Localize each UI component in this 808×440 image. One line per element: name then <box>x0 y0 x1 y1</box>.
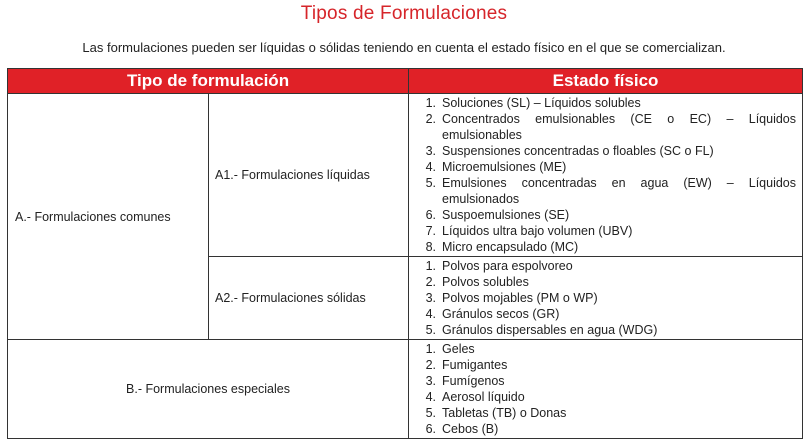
list-item <box>409 159 796 175</box>
list-item-text: Aerosol líquido <box>442 390 525 404</box>
list-item-text: Gránulos secos (GR) <box>442 307 560 321</box>
special-list-cell <box>409 340 803 439</box>
list-item-text: Fumigantes <box>442 358 508 372</box>
solid-list-cell <box>409 257 803 340</box>
table-row <box>8 94 803 257</box>
list-item-number: 6. <box>425 422 437 436</box>
list-item-number: 1. <box>425 259 437 273</box>
list-item-text: Fumígenos <box>442 374 505 388</box>
list-item-text: Emulsiones concentradas en agua (EW) – Líquidos emulsionados <box>442 176 797 206</box>
list-item-number: 2. <box>425 358 437 372</box>
list-item <box>409 389 796 405</box>
list-item <box>409 405 796 421</box>
liquid-subgroup-label: A1.- Formulaciones líquidas <box>209 94 409 257</box>
list-item <box>409 322 796 338</box>
solid-list <box>409 258 796 338</box>
list-item <box>409 290 796 306</box>
list-item-number: 3. <box>425 144 437 158</box>
list-item <box>409 95 796 111</box>
list-item-text: Microemulsiones (ME) <box>442 160 567 174</box>
list-item-number: 3. <box>425 291 437 305</box>
list-item <box>409 258 796 274</box>
intro-text: Las formulaciones pueden ser líquidas o sólidas teniendo en cuenta el estado físico en el que se comercializan. <box>82 40 726 55</box>
list-item <box>409 111 796 143</box>
list-item-text: Micro encapsulado (MC) <box>442 240 579 254</box>
list-item-number: 2. <box>425 275 437 289</box>
list-item-text: Suspoemulsiones (SE) <box>442 208 570 222</box>
list-item <box>409 306 796 322</box>
list-item-number: 5. <box>425 176 437 190</box>
list-item <box>409 143 796 159</box>
list-item-text: Gránulos dispersables en agua (WDG) <box>442 323 658 337</box>
special-list <box>409 341 796 437</box>
header-estado-fisico: Estado físico <box>409 69 803 94</box>
list-item-number: 2. <box>425 112 437 126</box>
liquid-list <box>409 95 796 255</box>
group-a-label: A.- Formulaciones comunes <box>8 94 209 340</box>
list-item-text: Geles <box>442 342 475 356</box>
list-item-number: 3. <box>425 374 437 388</box>
list-item-number: 8. <box>425 240 437 254</box>
list-item <box>409 207 796 223</box>
list-item-text: Concentrados emulsionables (CE o EC) – Líquidos emulsionables <box>442 112 797 142</box>
page-title: Tipos de Formulaciones <box>300 3 508 24</box>
table-row <box>8 340 803 439</box>
list-item <box>409 175 796 207</box>
group-b-label: B.- Formulaciones especiales <box>8 340 409 439</box>
list-item-text: Cebos (B) <box>442 422 499 436</box>
list-item-text: Líquidos ultra bajo volumen (UBV) <box>442 224 633 238</box>
list-item-text: Suspensiones concentradas o floables (SC o FL) <box>442 144 714 158</box>
list-item-text: Polvos mojables (PM o WP) <box>442 291 598 305</box>
list-item <box>409 239 796 255</box>
list-item <box>409 357 796 373</box>
list-item-number: 4. <box>425 307 437 321</box>
list-item-number: 5. <box>425 323 437 337</box>
formulations-table <box>7 68 803 439</box>
solid-subgroup-label: A2.- Formulaciones sólidas <box>209 257 409 340</box>
table-header-row <box>8 69 803 94</box>
list-item-number: 7. <box>425 224 437 238</box>
list-item-text: Polvos para espolvoreo <box>442 259 573 273</box>
list-item-text: Soluciones (SL) – Líquidos solubles <box>442 96 641 110</box>
list-item-number: 1. <box>425 342 437 356</box>
list-item <box>409 341 796 357</box>
list-item-number: 6. <box>425 208 437 222</box>
liquid-list-cell <box>409 94 803 257</box>
list-item-text: Polvos solubles <box>442 275 529 289</box>
list-item <box>409 223 796 239</box>
list-item-number: 4. <box>425 390 437 404</box>
list-item <box>409 421 796 437</box>
header-tipo-formulacion: Tipo de formulación <box>8 69 409 94</box>
list-item-number: 4. <box>425 160 437 174</box>
list-item <box>409 274 796 290</box>
list-item <box>409 373 796 389</box>
list-item-number: 1. <box>425 96 437 110</box>
list-item-number: 5. <box>425 406 437 420</box>
list-item-text: Tabletas (TB) o Donas <box>442 406 567 420</box>
